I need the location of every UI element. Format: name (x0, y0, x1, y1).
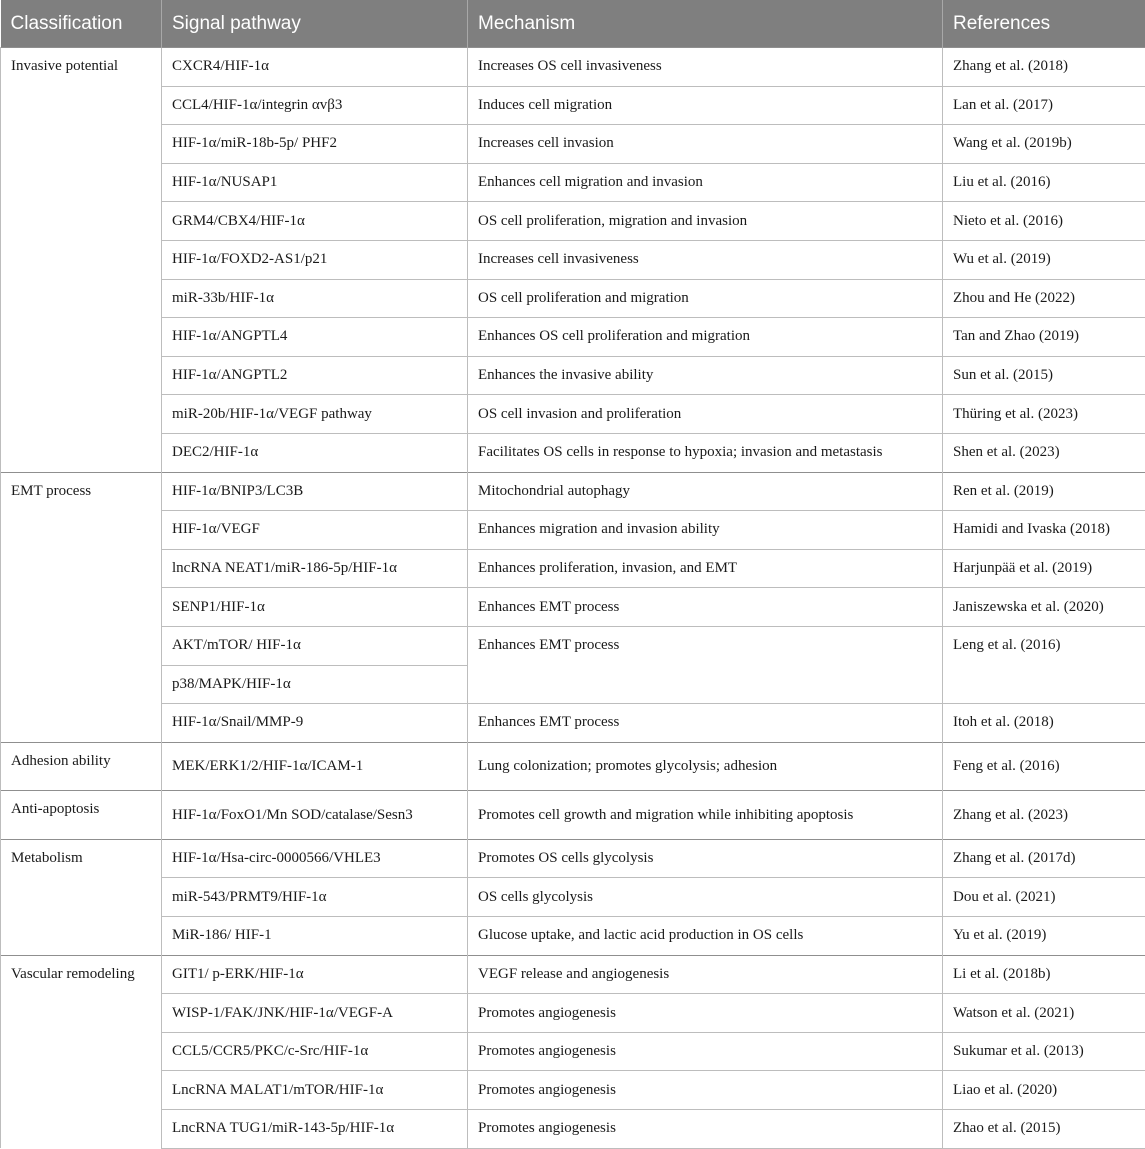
table-row (1, 48, 1145, 87)
table-row (1, 86, 1145, 125)
mechanism-cell: Induces cell migration (468, 86, 943, 125)
mechanism-cell: Glucose uptake, and lactic acid production in OS cells (468, 917, 943, 956)
reference-cell: Ren et al. (2019) (943, 472, 1145, 511)
pathway-cell: LncRNA MALAT1/mTOR/HIF-1α (162, 1071, 468, 1110)
mechanism-cell: Promotes cell growth and migration while inhibiting apoptosis (468, 791, 943, 840)
reference-cell: Wu et al. (2019) (943, 240, 1145, 279)
mechanism-cell: Lung colonization; promotes glycolysis; adhesion (468, 742, 943, 791)
classification-cell: Invasive potential (1, 48, 162, 473)
reference-cell: Li et al. (2018b) (943, 955, 1145, 994)
pathway-cell: MEK/ERK1/2/HIF-1α/ICAM-1 (162, 742, 468, 791)
mechanism-cell: Facilitates OS cells in response to hypoxia; invasion and metastasis (468, 433, 943, 472)
mechanism-cell: Enhances proliferation, invasion, and EMT (468, 549, 943, 588)
pathway-cell: CXCR4/HIF-1α (162, 48, 468, 87)
mechanism-cell: Enhances EMT process (468, 626, 943, 703)
pathway-cell: miR-20b/HIF-1α/VEGF pathway (162, 395, 468, 434)
table-row (1, 588, 1145, 627)
reference-cell: Harjunpää et al. (2019) (943, 549, 1145, 588)
reference-cell: Lan et al. (2017) (943, 86, 1145, 125)
reference-cell: Sun et al. (2015) (943, 356, 1145, 395)
mechanism-cell: Enhances the invasive ability (468, 356, 943, 395)
pathway-cell: HIF-1α/BNIP3/LC3B (162, 472, 468, 511)
table-row (1, 549, 1145, 588)
mechanism-cell: Enhances migration and invasion ability (468, 511, 943, 550)
mechanism-cell: Enhances EMT process (468, 704, 943, 743)
pathway-cell: WISP-1/FAK/JNK/HIF-1α/VEGF-A (162, 994, 468, 1033)
table-row (1, 202, 1145, 241)
pathway-cell: HIF-1α/FOXD2-AS1/p21 (162, 240, 468, 279)
table-row (1, 279, 1145, 318)
reference-cell: Nieto et al. (2016) (943, 202, 1145, 241)
table-row (1, 626, 1145, 665)
pathway-cell: HIF-1α/ANGPTL4 (162, 318, 468, 357)
table-row (1, 356, 1145, 395)
pathway-cell: DEC2/HIF-1α (162, 433, 468, 472)
pathway-cell: SENP1/HIF-1α (162, 588, 468, 627)
pathway-cell: HIF-1α/FoxO1/Mn SOD/catalase/Sesn3 (162, 791, 468, 840)
pathway-cell: HIF-1α/VEGF (162, 511, 468, 550)
pathway-cell: miR-543/PRMT9/HIF-1α (162, 878, 468, 917)
mechanism-cell: Increases cell invasion (468, 125, 943, 164)
header-row (1, 0, 1145, 48)
mechanism-cell: Enhances cell migration and invasion (468, 163, 943, 202)
pathway-cell: HIF-1α/Hsa-circ-0000566/VHLE3 (162, 839, 468, 878)
mechanism-cell: OS cell proliferation, migration and invasion (468, 202, 943, 241)
reference-cell: Zhou and He (2022) (943, 279, 1145, 318)
reference-cell: Zhang et al. (2018) (943, 48, 1145, 87)
pathway-cell: LncRNA TUG1/miR-143-5p/HIF-1α (162, 1110, 468, 1149)
classification-cell: Anti-apoptosis (1, 791, 162, 840)
pathway-cell: lncRNA NEAT1/miR-186-5p/HIF-1α (162, 549, 468, 588)
reference-cell: Janiszewska et al. (2020) (943, 588, 1145, 627)
mechanism-cell: Promotes angiogenesis (468, 994, 943, 1033)
reference-cell: Leng et al. (2016) (943, 626, 1145, 703)
table-row (1, 1071, 1145, 1110)
table-row (1, 1032, 1145, 1071)
mechanism-cell: Mitochondrial autophagy (468, 472, 943, 511)
pathway-cell: GRM4/CBX4/HIF-1α (162, 202, 468, 241)
reference-cell: Sukumar et al. (2013) (943, 1032, 1145, 1071)
reference-cell: Tan and Zhao (2019) (943, 318, 1145, 357)
reference-cell: Wang et al. (2019b) (943, 125, 1145, 164)
reference-cell: Yu et al. (2019) (943, 917, 1145, 956)
table-row (1, 791, 1145, 840)
table-row (1, 955, 1145, 994)
mechanism-cell: OS cells glycolysis (468, 878, 943, 917)
reference-cell: Dou et al. (2021) (943, 878, 1145, 917)
mechanism-cell: Enhances EMT process (468, 588, 943, 627)
table-row (1, 511, 1145, 550)
table-row (1, 125, 1145, 164)
mechanism-cell: OS cell invasion and proliferation (468, 395, 943, 434)
table-row (1, 1110, 1145, 1149)
table-row (1, 240, 1145, 279)
mechanism-cell: Increases cell invasiveness (468, 240, 943, 279)
mechanism-cell: Promotes angiogenesis (468, 1032, 943, 1071)
pathway-cell: CCL5/CCR5/PKC/c-Src/HIF-1α (162, 1032, 468, 1071)
table-row (1, 472, 1145, 511)
header-classification: Classification (1, 0, 162, 48)
pathway-cell: GIT1/ p-ERK/HIF-1α (162, 955, 468, 994)
reference-cell: Itoh et al. (2018) (943, 704, 1145, 743)
reference-cell: Zhang et al. (2017d) (943, 839, 1145, 878)
reference-cell: Liu et al. (2016) (943, 163, 1145, 202)
table-row (1, 433, 1145, 472)
classification-cell: EMT process (1, 472, 162, 742)
table-row (1, 839, 1145, 878)
mechanism-cell: Promotes OS cells glycolysis (468, 839, 943, 878)
reference-cell: Zhang et al. (2023) (943, 791, 1145, 840)
reference-cell: Feng et al. (2016) (943, 742, 1145, 791)
mechanism-cell: Increases OS cell invasiveness (468, 48, 943, 87)
mechanism-cell: Enhances OS cell proliferation and migration (468, 318, 943, 357)
classification-cell: Vascular remodeling (1, 955, 162, 1148)
classification-cell: Adhesion ability (1, 742, 162, 791)
mechanism-cell: Promotes angiogenesis (468, 1110, 943, 1149)
header-signal-pathway: Signal pathway (162, 0, 468, 48)
pathway-cell: CCL4/HIF-1α/integrin αvβ3 (162, 86, 468, 125)
pathway-cell: miR-33b/HIF-1α (162, 279, 468, 318)
classification-cell: Metabolism (1, 839, 162, 955)
table-row (1, 917, 1145, 956)
table-body (1, 48, 1145, 1149)
header-mechanism: Mechanism (468, 0, 943, 48)
mechanism-cell: Promotes angiogenesis (468, 1071, 943, 1110)
pathway-cell: MiR-186/ HIF-1 (162, 917, 468, 956)
table-row (1, 163, 1145, 202)
pathway-cell: HIF-1α/Snail/MMP-9 (162, 704, 468, 743)
mechanism-cell: VEGF release and angiogenesis (468, 955, 943, 994)
reference-cell: Watson et al. (2021) (943, 994, 1145, 1033)
table-row (1, 395, 1145, 434)
header-references: References (943, 0, 1145, 48)
reference-cell: Shen et al. (2023) (943, 433, 1145, 472)
pathway-cell: p38/MAPK/HIF-1α (162, 665, 468, 704)
reference-cell: Liao et al. (2020) (943, 1071, 1145, 1110)
table-row (1, 878, 1145, 917)
table-row (1, 318, 1145, 357)
pathway-cell: HIF-1α/NUSAP1 (162, 163, 468, 202)
table-row (1, 994, 1145, 1033)
reference-cell: Thüring et al. (2023) (943, 395, 1145, 434)
pathway-cell: HIF-1α/ANGPTL2 (162, 356, 468, 395)
table-header (1, 0, 1145, 48)
table-row (1, 704, 1145, 743)
pathway-cell: HIF-1α/miR-18b-5p/ PHF2 (162, 125, 468, 164)
table-row (1, 742, 1145, 791)
reference-cell: Zhao et al. (2015) (943, 1110, 1145, 1149)
reference-cell: Hamidi and Ivaska (2018) (943, 511, 1145, 550)
pathway-cell: AKT/mTOR/ HIF-1α (162, 626, 468, 665)
mechanism-cell: OS cell proliferation and migration (468, 279, 943, 318)
